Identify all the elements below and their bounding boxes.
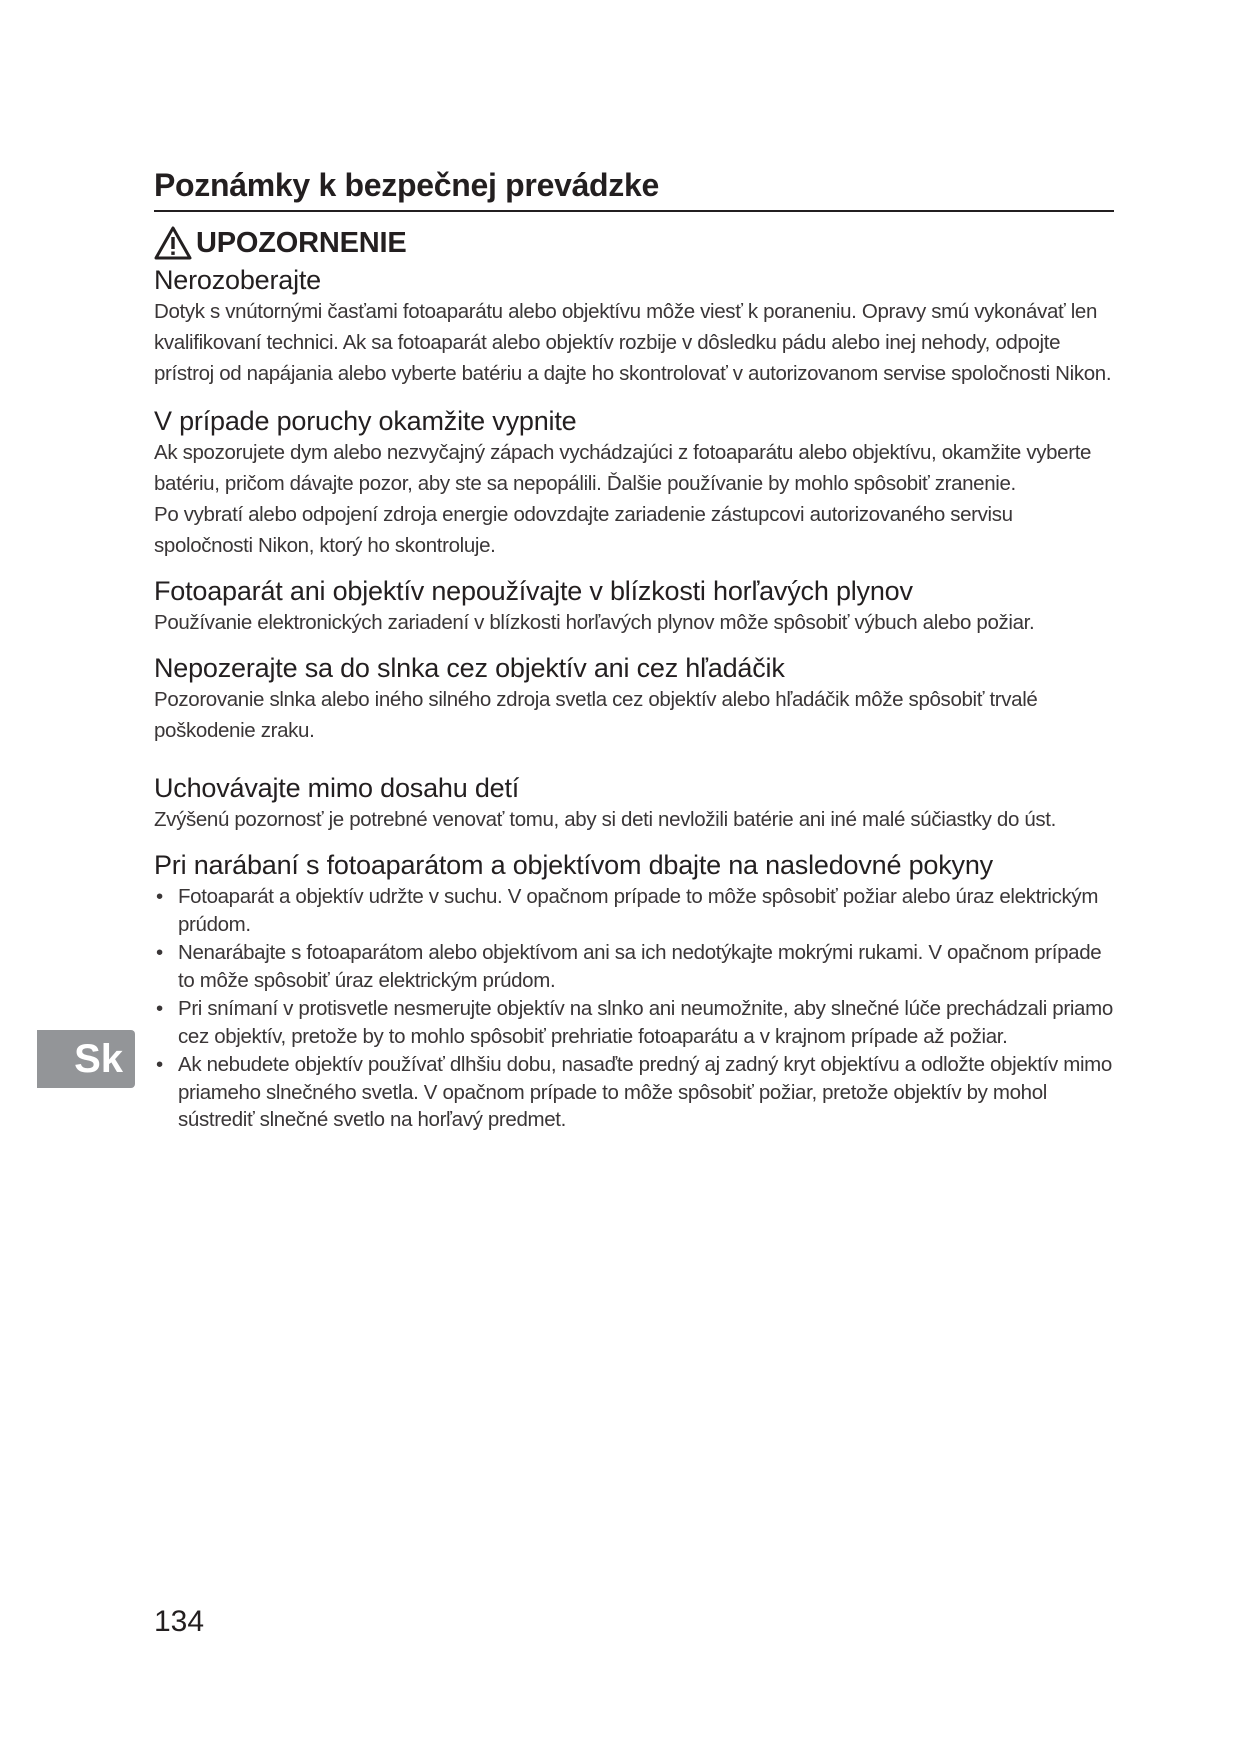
section-children: [154, 772, 1114, 835]
section-body-2: Po vybratí alebo odpojení zdroja energie odovzdajte zariadenie zástupcovi autorizovaného servisu spoločnosti Nikon, ktorý ho skontroluje.: [154, 503, 1013, 557]
section-heading: Nerozoberajte: [154, 265, 321, 295]
language-tab: Sk: [37, 1030, 135, 1088]
section-malfunction: [154, 405, 1114, 561]
section-heading: V prípade poruchy okamžite vypnite: [154, 406, 577, 436]
bullet-dot: •: [156, 997, 163, 1020]
page-title: Poznámky k bezpečnej prevádzke: [154, 167, 660, 203]
section-heading: Nepozerajte sa do slnka cez objektív ani cez hľadáčik: [154, 653, 785, 683]
section-heading: Uchovávajte mimo dosahu detí: [154, 773, 520, 803]
list-item-text: Fotoaparát a objektív udržte v suchu. V opačnom prípade to môže spôsobiť požiar alebo úraz elektrickým prúdom.: [178, 885, 1099, 936]
title-divider: [154, 210, 1114, 212]
caution-label: UPOZORNENIE: [196, 226, 407, 259]
bullet-dot: •: [156, 885, 163, 908]
section-disassembly: [154, 264, 1114, 389]
list-item-text: Ak nebudete objektív používať dlhšiu dobu, nasaďte predný aj zadný kryt objektívu a odložte objektív mimo priameho slnečného svetla. V opačnom prípade to môže spôsobiť požiar, pretože objektív by mohol sústrediť slnečné svetlo na horľavý predmet.: [178, 1053, 1112, 1131]
bullet-list: [154, 883, 1114, 1134]
section-heading: Pri narábaní s fotoaparátom a objektívom dbajte na nasledovné pokyny: [154, 850, 993, 880]
list-item: [154, 939, 1114, 994]
section-handling: [154, 849, 1114, 1134]
caution-header: [154, 224, 1114, 262]
section-body: Pozorovanie slnka alebo iného silného zdroja svetla cez objektív alebo hľadáčik môže spôsobiť trvalé poškodenie zraku.: [154, 688, 1038, 742]
list-item: [154, 1051, 1114, 1134]
page-number: 134: [154, 1605, 205, 1638]
section-sun: [154, 652, 1114, 746]
section-heading: Fotoaparát ani objektív nepoužívajte v blízkosti horľavých plynov: [154, 576, 913, 606]
section-body: Ak spozorujete dym alebo nezvyčajný zápach vychádzajúci z fotoaparátu alebo objektívu, okamžite vyberte batériu, pričom dávajte pozor, aby ste sa nepopálili. Ďalšie používanie by mohlo spôsobiť zranenie.: [154, 441, 1092, 495]
bullet-dot: •: [156, 941, 163, 964]
list-item: [154, 883, 1114, 938]
list-item: [154, 995, 1114, 1050]
page-content: [154, 166, 1114, 1146]
section-body: Zvýšenú pozornosť je potrebné venovať tomu, aby si deti nevložili batérie ani iné malé súčiastky do úst.: [154, 808, 1056, 831]
list-item-text: Nenarábajte s fotoaparátom alebo objektívom ani sa ich nedotýkajte mokrými rukami. V opačnom prípade to môže spôsobiť úraz elektrickým prúdom.: [178, 941, 1102, 992]
warning-triangle-icon: [154, 226, 192, 260]
section-body: Používanie elektronických zariadení v blízkosti horľavých plynov môže spôsobiť výbuch alebo požiar.: [154, 611, 1035, 634]
list-item-text: Pri snímaní v protisvetle nesmerujte objektív na slnko ani neumožnite, aby slnečné lúče prechádzali priamo cez objektív, pretože by to mohlo spôsobiť prehriatie fotoaparátu a v krajnom prípade až požiar.: [178, 997, 1113, 1048]
section-flammable-gas: [154, 575, 1114, 638]
bullet-dot: •: [156, 1053, 163, 1076]
section-body: Dotyk s vnútornými časťami fotoaparátu alebo objektívu môže viesť k poraneniu. Opravy smú vykonávať len kvalifikovaní technici. Ak sa fotoaparát alebo objektív rozbije v dôsledku pádu alebo inej nehody, odpojte prístroj od napájania alebo vyberte batériu a dajte ho skontrolovať v autorizovanom servise spoločnosti Nikon.: [154, 300, 1112, 385]
